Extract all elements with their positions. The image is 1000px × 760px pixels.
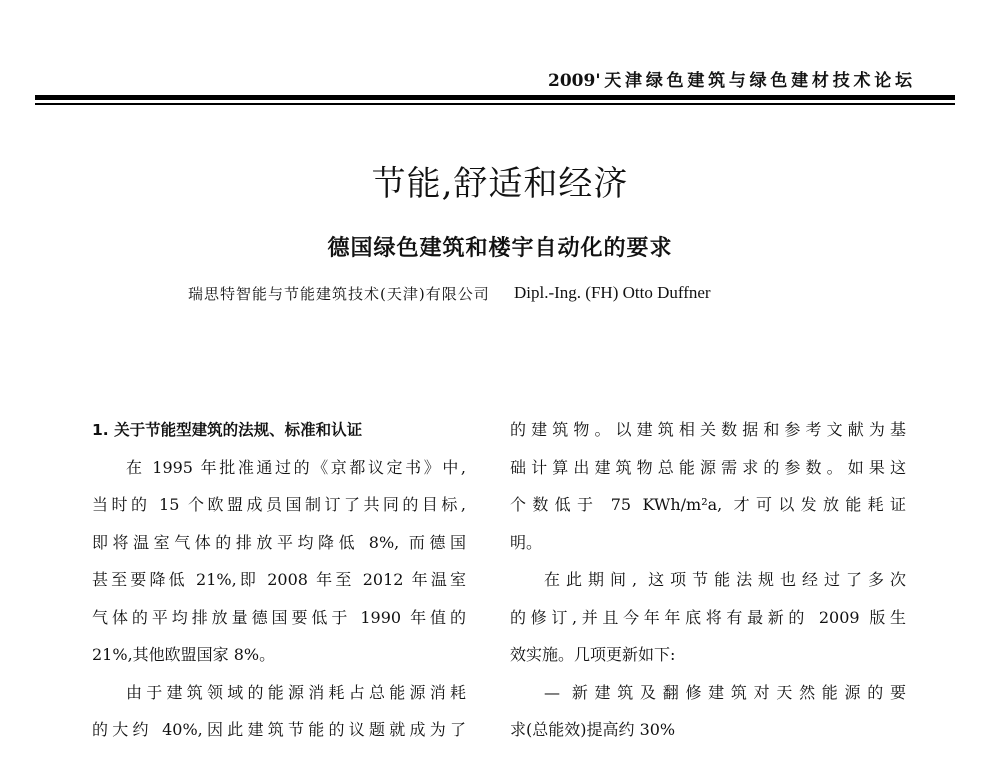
running-header: 2009'天津绿色建筑与绿色建材技术论坛 xyxy=(548,71,912,91)
author-line xyxy=(188,283,711,304)
text-line: 明。 xyxy=(510,532,543,552)
text-line: 即将温室气体的排放平均降低 8%, 而德国 xyxy=(92,532,466,552)
text-line: 的修订,并且今年年底将有最新的 2009 版生 xyxy=(510,607,906,627)
section-heading: 1. 关于节能型建筑的法规、标准和认证 xyxy=(92,421,363,439)
text-line: 气体的平均排放量德国要低于 1990 年值的 xyxy=(92,607,466,627)
text-line: 础计算出建筑物总能源需求的参数。如果这 xyxy=(510,457,906,477)
text-line: 21%,其他欧盟国家 8%。 xyxy=(92,645,276,664)
article-subtitle: 德国绿色建筑和楼宇自动化的要求 xyxy=(327,236,673,261)
author-name: Dipl.-Ing. (FH) Otto Duffner xyxy=(514,283,711,302)
text-line: 个数低于 75 KWh/m²a, 才可以发放能耗证 xyxy=(510,495,906,514)
text-line: 的建筑物。以建筑相关数据和参考文献为基 xyxy=(510,420,906,439)
author-organization: 瑞思特智能与节能建筑技术(天津)有限公司 xyxy=(188,285,490,303)
text-line: 甚至要降低 21%,即 2008 年至 2012 年温室 xyxy=(92,570,466,589)
text-line: 在此期间, 这项节能法规也经过了多次 xyxy=(544,570,906,589)
right-column xyxy=(510,418,906,756)
text-line: 的大约 40%,因此建筑节能的议题就成为了 xyxy=(92,720,466,739)
text-line: 在 1995 年批准通过的《京都议定书》中, xyxy=(126,457,466,477)
text-line: 由于建筑领域的能源消耗占总能源消耗 xyxy=(126,682,466,702)
header-rule-thick xyxy=(35,95,955,100)
text-line: 当时的 15 个欧盟成员国制订了共同的目标, xyxy=(92,495,466,514)
text-line: 求(总能效)提高约 30% xyxy=(510,720,676,739)
text-line: — 新建筑及翻修建筑对天然能源的要 xyxy=(544,682,906,702)
left-column xyxy=(92,418,466,756)
header-rule-thin xyxy=(35,103,955,105)
article-title: 节能,舒适和经济 xyxy=(371,164,629,204)
text-line: 效实施。几项更新如下: xyxy=(510,645,676,664)
